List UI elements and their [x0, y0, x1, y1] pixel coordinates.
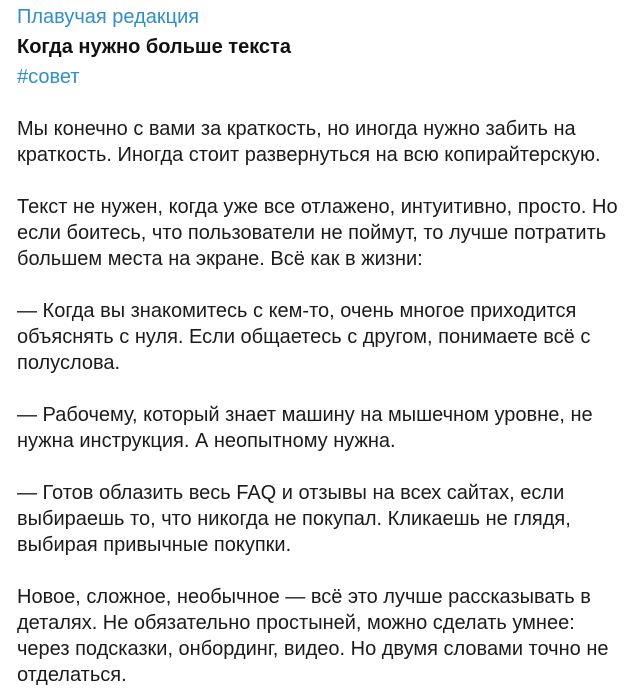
- post-paragraph: — Рабочему, который знает машину на мышечном уровне, не нужна инструкция. А неопытному нужна.: [17, 404, 593, 452]
- post-body: [17, 116, 621, 688]
- hashtag-link[interactable]: #совет: [17, 66, 80, 88]
- post-paragraph: Новое, сложное, необычное — всё это лучше рассказывать в деталях. Не обязательно простыней, можно сделать умнее: через подсказки, онбординг, видео. Но двумя словами точно не отделаться.: [17, 586, 609, 686]
- post-paragraph: Текст не нужен, когда уже все отлажено, интуитивно, просто. Но если боитесь, что пользователи не поймут, то лучше потратить большем места на экране. Всё как в жизни:: [17, 196, 618, 270]
- channel-name-link[interactable]: Плавучая редакция: [17, 6, 200, 28]
- post-paragraph: — Когда вы знакомитесь с кем-то, очень многое приходится объяснять с нуля. Если общаетесь с другом, понимаете всё с полуслова.: [17, 300, 591, 374]
- post-title: Когда нужно больше текста: [17, 36, 291, 58]
- post-paragraph: Мы конечно с вами за краткость, но иногда нужно забить на краткость. Иногда стоит развернуться на всю копирайтерскую.: [17, 118, 601, 166]
- post-paragraph: — Готов облазить весь FAQ и отзывы на всех сайтах, если выбираешь то, что никогда не покупал. Кликаешь не глядя, выбирая привычные покупки.: [17, 482, 571, 556]
